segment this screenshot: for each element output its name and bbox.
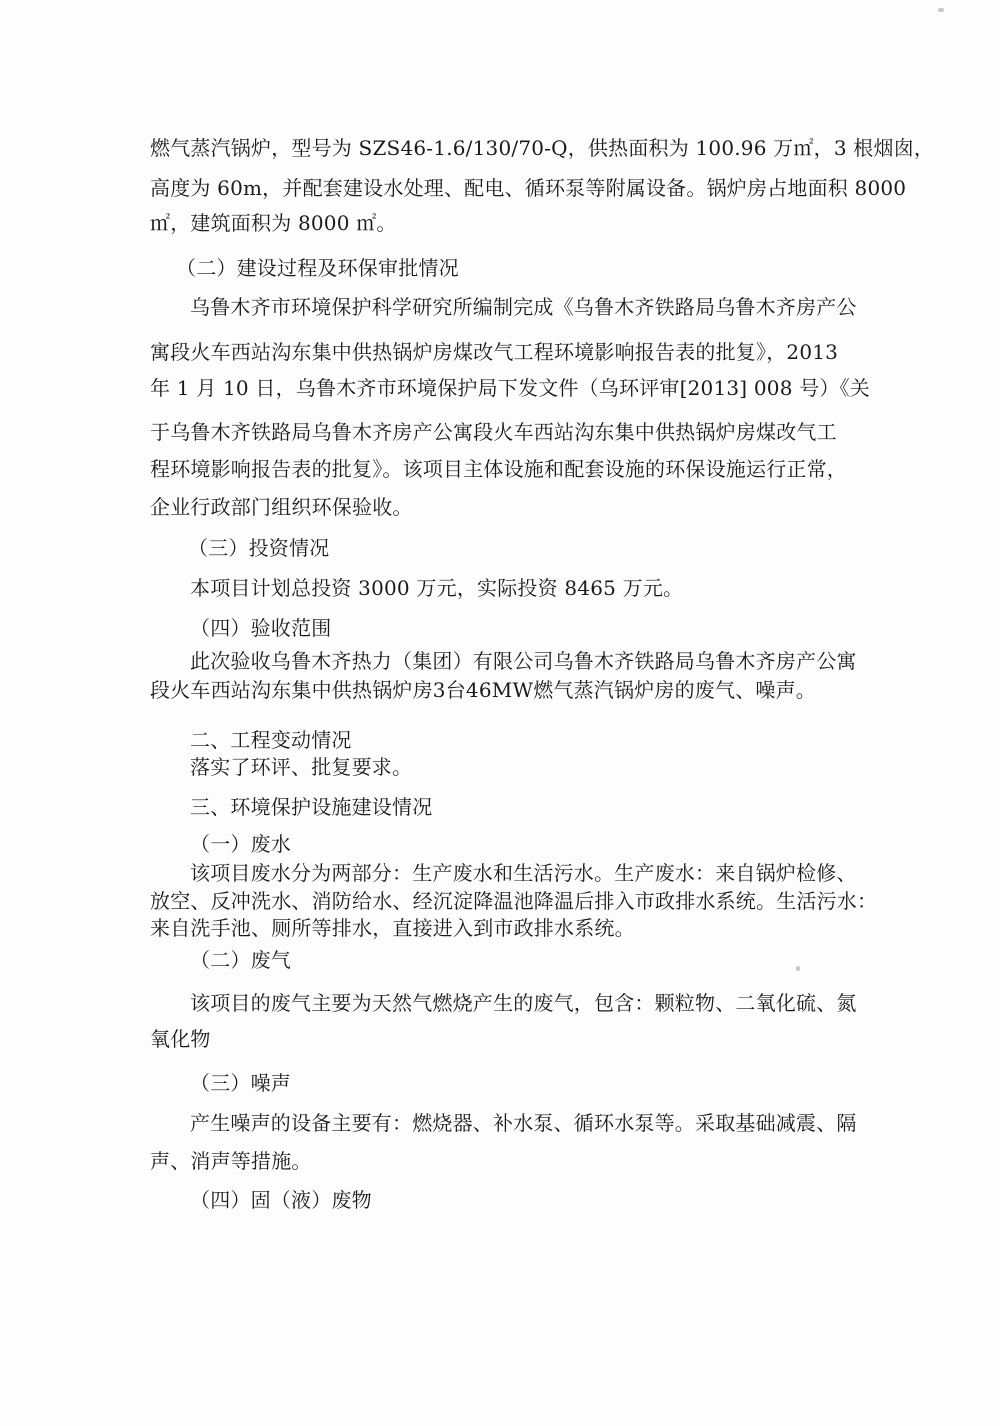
para-wastewater-line-3: 来自洗手池、厕所等排水，直接进入到市政排水系统。 <box>150 916 635 940</box>
para-boiler-spec-line-2: 高度为 60m，并配套建设水处理、配电、循环泵等附属设备。锅炉房占地面积 8000 <box>150 176 907 200</box>
para-approval-line-2: 寓段火车西站沟东集中供热锅炉房煤改气工程环境影响报告表的批复》，2013 <box>150 340 839 364</box>
heading-environmental-protection: 三、环境保护设施建设情况 <box>190 795 433 819</box>
heading-noise: （三）噪声 <box>190 1071 291 1095</box>
para-scope-line-2: 段火车西站沟东集中供热锅炉房3台46MW燃气蒸汽锅炉房的废气、噪声。 <box>150 678 817 702</box>
para-approval-line-1: 乌鲁木齐市环境保护科学研究所编制完成《乌鲁木齐铁路局乌鲁木齐房产公 <box>190 295 857 319</box>
heading-acceptance-scope: （四）验收范围 <box>190 616 332 640</box>
heading-project-changes: 二、工程变动情况 <box>190 728 352 752</box>
heading-construction-approval: （二）建设过程及环保审批情况 <box>176 256 459 280</box>
para-investment: 本项目计划总投资 3000 万元，实际投资 8465 万元。 <box>190 576 684 600</box>
para-noise-line-2: 声、消声等措施。 <box>150 1149 312 1173</box>
para-approval-line-3: 年 1 月 10 日，乌鲁木齐市环境保护局下发文件（乌环评审[2013] 008 号）《关 <box>150 376 870 400</box>
heading-solid-liquid-waste: （四）固（液）废物 <box>190 1188 372 1212</box>
para-boiler-spec-line-3: ㎡，建筑面积为 8000 ㎡。 <box>150 211 397 235</box>
para-waste-gas-line-1: 该项目的废气主要为天然气燃烧产生的废气，包含：颗粒物、二氧化硫、氮 <box>190 991 857 1015</box>
para-waste-gas-line-2: 氧化物 <box>150 1027 211 1051</box>
para-wastewater-line-2: 放空、反冲洗水、消防给水、经沉淀降温池降温后排入市政排水系统。生活污水： <box>150 889 878 913</box>
heading-investment: （三）投资情况 <box>188 536 330 560</box>
para-approval-line-5: 程环境影响报告表的批复》。该项目主体设施和配套设施的环保设施运行正常， <box>150 457 847 481</box>
scan-speck <box>938 8 944 12</box>
para-boiler-spec-line-1: 燃气蒸汽锅炉，型号为 SZS46-1.6/130/70-Q，供热面积为 100.96 万㎡，3 根烟囱， <box>150 136 935 160</box>
para-noise-line-1: 产生噪声的设备主要有：燃烧器、补水泵、循环水泵等。采取基础减震、隔 <box>190 1111 857 1135</box>
para-approval-line-6: 企业行政部门组织环保验收。 <box>150 495 413 519</box>
para-approval-line-4: 于乌鲁木齐铁路局乌鲁木齐房产公寓段火车西站沟东集中供热锅炉房煤改气工 <box>150 420 837 444</box>
scan-speck <box>796 966 800 971</box>
para-wastewater-line-1: 该项目废水分为两部分：生产废水和生活污水。生产废水：来自锅炉检修、 <box>190 861 857 885</box>
para-scope-line-1: 此次验收乌鲁木齐热力（集团）有限公司乌鲁木齐铁路局乌鲁木齐房产公寓 <box>190 649 857 673</box>
heading-waste-gas: （二）废气 <box>190 948 291 972</box>
heading-wastewater: （一）废水 <box>190 832 291 856</box>
para-changes: 落实了环评、批复要求。 <box>190 755 413 779</box>
